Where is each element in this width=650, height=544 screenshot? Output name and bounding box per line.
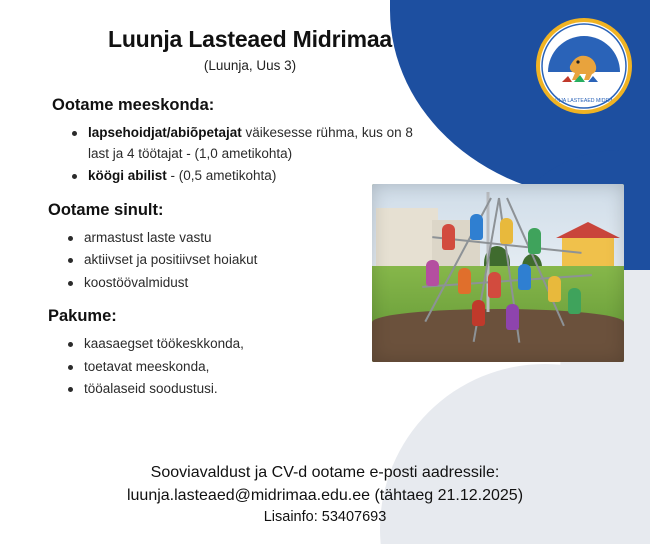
- section-ootame-meeskonda: [0, 96, 650, 187]
- list-item: [84, 334, 414, 355]
- footer-line-application: Sooviavaldust ja CV-d ootame e-posti aadressile:: [150, 463, 500, 481]
- section-ootame-sinult: [0, 201, 650, 294]
- list-item: [84, 379, 414, 400]
- list-item: [84, 250, 414, 271]
- list-item-bold: lapsehoidjat/abiõpetajat: [88, 125, 242, 140]
- section-list: [52, 123, 650, 187]
- list-item-text: toetavat meeskonda,: [84, 358, 210, 374]
- section-title: Ootame meeskonda:: [52, 96, 215, 114]
- contact-footer: [0, 462, 650, 528]
- svg-text:LUUNJA LASTEAED MIDRIMAA: LUUNJA LASTEAED MIDRIMAA: [546, 98, 622, 104]
- section-list: [48, 334, 650, 400]
- list-item-text: väikesesse rühma, kus on 8 last ja 4 töötajat - (1,0 ametikohta): [88, 125, 413, 161]
- list-item: [84, 357, 414, 378]
- section-pakume: [0, 307, 650, 400]
- list-item-text: koostöövalmidust: [84, 274, 189, 290]
- page-subtitle: (Luunja, Uus 3): [203, 58, 297, 73]
- list-item-text: - (0,5 ametikohta): [166, 168, 277, 184]
- logo-graphic: [540, 22, 628, 110]
- list-item: [84, 228, 414, 249]
- list-item-text: tööalaseid soodustusi.: [84, 381, 218, 397]
- footer-line-email: luunja.lasteaed@midrimaa.edu.ee (tähtaeg 21.12.2025): [126, 486, 524, 504]
- poster-content: [0, 96, 650, 412]
- poster-header: [0, 26, 500, 73]
- list-item: [84, 273, 414, 294]
- list-item-text: kaasaegset töökeskkonda,: [84, 336, 244, 352]
- list-item: [88, 166, 418, 187]
- section-title: Pakume:: [48, 307, 117, 326]
- list-item-bold: köögi abilist: [88, 168, 167, 184]
- footer-line-phone: Lisainfo: 53407693: [263, 509, 387, 526]
- list-item-text: armastust laste vastu: [84, 229, 212, 245]
- page-title: Luunja Lasteaed Midrimaa: [107, 26, 393, 52]
- list-item: [88, 123, 418, 164]
- organization-logo: [536, 18, 632, 114]
- section-title: Ootame sinult:: [48, 200, 164, 219]
- section-list: [48, 228, 650, 294]
- list-item-text: aktiivset ja positiivset hoiakut: [84, 252, 258, 268]
